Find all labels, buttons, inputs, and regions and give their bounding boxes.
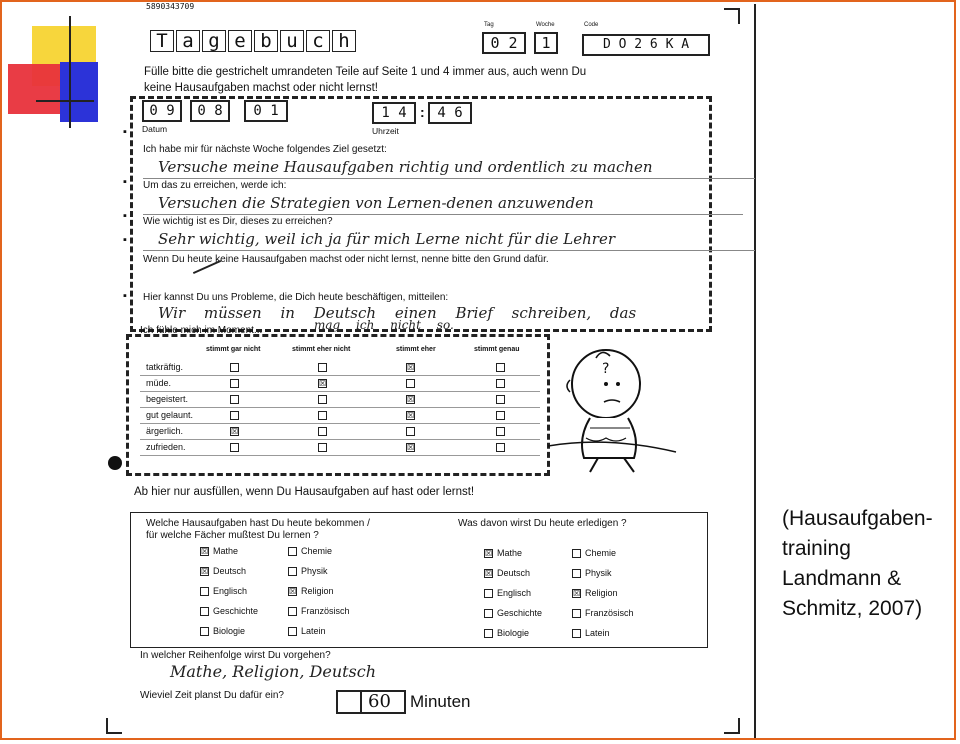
caption-line-2: training [782,537,851,560]
mood-row-label: ärgerlich. [146,426,184,436]
mood-checkbox[interactable] [230,379,239,388]
mood-checkbox[interactable]: ☒ [407,443,415,452]
title-letter-box: c [306,30,330,52]
decor-vertical-line [69,16,71,128]
subject-label: Chemie [585,548,617,558]
bullet-marker: ▪ [123,290,127,302]
mood-checkbox[interactable] [318,411,327,420]
subject-checkbox[interactable] [200,627,209,636]
question-subjects-left-1: Welche Hausaufgaben hast Du heute bekommen / [146,518,370,529]
crop-mark-top-right [724,8,740,24]
mood-checkbox[interactable]: ☒ [407,363,415,372]
charlie-brown-illustration [548,328,678,478]
subject-label: Religion [301,586,334,596]
mood-row-divider [140,455,540,456]
mood-checkbox[interactable]: ☒ [407,395,415,404]
title-letter-box: u [280,30,304,52]
mood-checkbox[interactable] [318,427,327,436]
sheet-right-edge [754,4,756,740]
caption-line-3: Landmann & [782,567,902,590]
subject-checkbox[interactable] [484,609,493,618]
mood-row-label: zufrieden. [146,442,186,452]
bullet-marker: ▪ [123,210,127,222]
mood-row-label: tatkräftig. [146,362,184,372]
title-letter-box: b [254,30,278,52]
mood-row [140,360,540,376]
subject-label: Englisch [497,588,532,598]
mood-checkbox[interactable] [230,411,239,420]
subject-option[interactable] [200,546,238,556]
subject-label: Französisch [585,608,634,618]
mood-row [140,376,540,392]
question-mood: Ich fühle mich im Moment... [140,325,263,336]
answer-achieve: Versuchen die Strategien von Lernen-denen anzuwenden [158,194,594,212]
bullet-marker: ▪ [123,126,127,138]
mood-row [140,392,540,408]
subject-option[interactable] [484,568,530,578]
time-unit-label: Minuten [410,692,471,711]
subject-label: Religion [585,588,618,598]
subject-checkbox[interactable] [572,569,581,578]
subject-option[interactable] [572,548,616,558]
subject-option[interactable] [288,586,334,596]
date-day-box: 0 9 [142,100,182,122]
subject-checkbox[interactable]: ☒ [289,587,297,597]
mood-checkbox[interactable] [318,363,327,372]
time-minute-box: 4 6 [428,102,472,124]
mood-row-label: begeistert. [146,394,189,404]
date-label: Datum [142,124,168,134]
question-time: Wieviel Zeit planst Du dafür ein? [140,690,284,701]
mood-checkbox[interactable] [230,363,239,372]
subject-label: Deutsch [497,568,531,578]
question-achieve: Um das zu erreichen, werde ich: [143,180,287,191]
title-letter-box: a [176,30,200,52]
subject-label: Geschichte [213,606,259,616]
mood-checkbox[interactable]: ☒ [407,411,415,420]
question-reason: Wenn Du heute keine Hausaufgaben machst oder nicht lernst, nenne bitte den Grund dafür. [143,254,549,265]
subject-label: Latein [585,628,610,638]
mood-checkbox[interactable] [496,411,505,420]
date-year-box: 0 1 [244,100,288,122]
mood-column-header: stimmt eher [396,346,436,353]
mood-checkbox[interactable] [496,443,505,452]
subject-option[interactable] [572,588,618,598]
answer-line [143,250,755,251]
mood-checkbox[interactable] [318,443,327,452]
subject-checkbox[interactable]: ☒ [201,567,209,577]
time-planned-value: 60 [368,691,391,712]
answer-goal: Versuche meine Hausaufgaben richtig und ordentlich zu machen [158,158,653,176]
answer-line [143,214,743,215]
subject-checkbox[interactable] [484,589,493,598]
subject-label: Biologie [497,628,530,638]
box-divider [360,692,362,712]
subject-label: Geschichte [497,608,543,618]
caption-line-1: (Hausaufgaben- [782,507,933,530]
subject-checkbox[interactable] [572,609,581,618]
subject-label: Biologie [213,626,246,636]
subject-label: Englisch [213,586,248,596]
answer-problems-line-2: mag ich nicht so. [314,318,454,332]
svg-text:?: ? [602,361,610,377]
time-label: Uhrzeit [372,126,399,136]
citation-caption [782,504,933,624]
subject-checkbox[interactable] [200,607,209,616]
subject-checkbox[interactable]: ☒ [485,569,493,579]
mood-column-header: stimmt gar nicht [206,346,261,353]
subject-label: Latein [301,626,326,636]
mood-column-header: stimmt genau [474,346,520,353]
subject-option[interactable] [484,608,542,618]
mood-checkbox[interactable] [496,395,505,404]
mood-checkbox[interactable] [318,395,327,404]
subject-option[interactable] [484,548,522,558]
woche-box: 1 [534,32,558,54]
subject-option[interactable] [572,608,634,618]
decor-horizontal-line [36,100,94,102]
tag-box: 0 2 [482,32,526,54]
mood-checkbox[interactable] [496,427,505,436]
mood-checkbox[interactable] [406,379,415,388]
subject-label: Physik [301,566,328,576]
barcode-number: 5890343709 [146,2,195,11]
subject-checkbox[interactable] [288,567,297,576]
subject-checkbox[interactable] [288,547,297,556]
mood-row-label: müde. [146,378,172,388]
subject-checkbox[interactable]: ☒ [201,547,209,557]
code-box: D O 2 6 K A [582,34,710,56]
mood-row [140,440,540,456]
tag-label: Tag [484,22,494,28]
crop-mark-bottom-right [724,718,740,734]
bullet-marker: ▪ [123,234,127,246]
subject-option[interactable] [288,566,328,576]
woche-label: Woche [536,22,555,28]
subject-label: Deutsch [213,566,247,576]
answer-line [143,178,755,179]
mood-checkbox[interactable]: ☒ [231,427,239,436]
title-letter-box: e [228,30,252,52]
time-planned-box [336,690,406,714]
subject-option[interactable] [200,586,247,596]
mood-checkbox[interactable] [230,443,239,452]
instruction-line-2: keine Hausaufgaben machst oder nicht lernst! [144,82,378,94]
form-title [150,30,358,52]
subject-label: Chemie [301,546,333,556]
mood-row-label: gut gelaunt. [146,410,194,420]
section-homework-heading: Ab hier nur ausfüllen, wenn Du Hausaufgaben auf hast oder lernst! [134,486,475,498]
title-letter-box: g [202,30,226,52]
mood-row [140,424,540,440]
bullet-marker: ▪ [123,176,127,188]
mood-checkbox[interactable] [406,427,415,436]
question-subjects-left-2: für welche Fächer mußtest Du lernen ? [146,530,319,541]
subject-option[interactable] [288,546,332,556]
subject-option[interactable] [200,606,258,616]
mood-column-headers [140,346,540,358]
date-month-box: 0 8 [190,100,230,122]
mood-table [140,360,540,456]
subject-label: Mathe [213,546,239,556]
question-important: Wie wichtig ist es Dir, dieses zu erreichen? [143,216,333,227]
title-letter-box: T [150,30,174,52]
caption-line-4: Schmitz, 2007) [782,597,923,620]
subject-label: Französisch [301,606,350,616]
subject-label: Physik [585,568,612,578]
subject-checkbox[interactable]: ☒ [485,549,493,559]
subject-option[interactable] [288,626,326,636]
subject-option[interactable] [572,628,610,638]
crop-mark-bottom-left [106,718,122,734]
question-subjects-right: Was davon wirst Du heute erledigen ? [458,518,627,529]
subject-checkbox[interactable] [288,627,297,636]
question-order: In welcher Reihenfolge wirst Du vorgehen? [140,650,331,661]
mood-checkbox[interactable] [230,395,239,404]
punch-hole [108,456,122,470]
mood-checkbox[interactable] [496,363,505,372]
mood-column-header: stimmt eher nicht [292,346,351,353]
title-letter-box: h [332,30,356,52]
decor-red-square [8,64,60,114]
subject-option[interactable] [484,588,531,598]
answer-problems-line-1: Wir müssen in Deutsch einen Brief schreiben, das [158,304,637,322]
code-label: Code [584,22,599,28]
answer-order: Mathe, Religion, Deutsch [170,662,377,681]
answer-important: Sehr wichtig, weil ich ja für mich Lerne nicht für die Lehrer [158,230,616,248]
subject-option[interactable] [484,628,529,638]
decor-blue-square [60,62,98,122]
subject-checkbox[interactable] [288,607,297,616]
subject-option[interactable] [200,566,246,576]
subject-label: Mathe [497,548,523,558]
time-hour-box: 1 4 [372,102,416,124]
subject-checkbox[interactable] [572,629,581,638]
question-goal: Ich habe mir für nächste Woche folgendes Ziel gesetzt: [143,144,387,155]
mood-row [140,408,540,424]
subject-checkbox[interactable] [572,549,581,558]
subject-option[interactable] [572,568,612,578]
question-problems: Hier kannst Du uns Probleme, die Dich heute beschäftigen, mitteilen: [143,292,449,303]
mood-checkbox[interactable] [496,379,505,388]
mood-checkbox[interactable]: ☒ [319,379,327,388]
subject-option[interactable] [288,606,350,616]
subject-checkbox[interactable]: ☒ [573,589,581,599]
time-colon: : [420,104,425,120]
instruction-line-1: Fülle bitte die gestrichelt umrandeten Teile auf Seite 1 und 4 immer aus, auch wenn Du [144,66,587,78]
subject-option[interactable] [200,626,245,636]
subject-checkbox[interactable] [200,587,209,596]
subject-checkbox[interactable] [484,629,493,638]
